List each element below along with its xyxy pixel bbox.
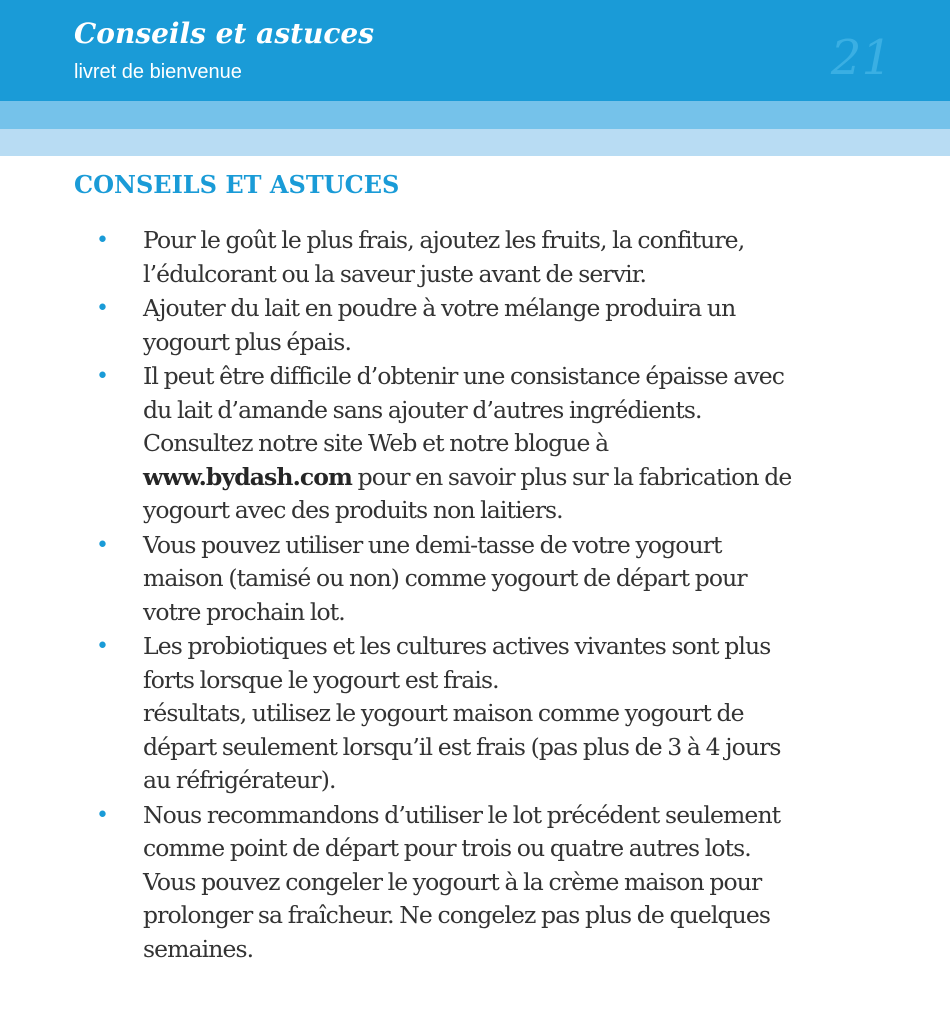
tip-line: yogourt avec des produits non laitiers. [143,496,563,524]
page-number: 21 [830,30,892,86]
tip-line: Nous recommandons d’utiliser le lot précédent seulement [143,800,781,829]
bullet-icon: • [96,634,109,659]
tip-line: forts lorsque le yogourt est frais. [143,665,499,694]
tip-line: prolonger sa fraîcheur. Ne congelez pas plus de quelques [143,901,770,929]
page-header [0,0,950,101]
tip-line: Vous pouvez congeler le yogourt à la crème maison pour [143,867,762,896]
tip-item [0,630,950,798]
tips-list [0,224,950,967]
tip-item [0,799,950,967]
tip-line: comme point de départ pour trois ou quatre autres lots. [143,834,751,862]
tip-line: semaines. [143,934,254,963]
header-band-light [0,129,950,156]
tip-line: au réfrigérateur). [143,766,336,794]
section-heading: CONSEILS ET ASTUCES [74,170,400,199]
tip-line: yogourt plus épais. [143,327,352,356]
tip-item [0,360,950,528]
bullet-icon: • [96,532,109,558]
tip-line: votre prochain lot. [143,597,345,626]
tip-line-with-link [143,461,950,495]
bullet-icon: • [96,802,109,828]
header-band-mid [0,101,950,129]
tip-item [0,224,950,291]
tip-item [0,292,950,359]
tip-line: Il peut être difficile d’obtenir une consistance épaisse avec [143,362,784,390]
bullet-icon: • [96,296,109,321]
link-suffix-text: pour en savoir plus sur la fabrication de [352,462,792,491]
tip-line: Vous pouvez utiliser une demi-tasse de votre yogourt [143,530,722,559]
tip-line: du lait d’amande sans ajouter d’autres ingrédients. [143,395,702,424]
document-title: Conseils et astuces [74,17,375,50]
tip-line: Pour le goût le plus frais, ajoutez les fruits, la confiture, [143,226,745,254]
tip-line: l’édulcorant ou la saveur juste avant de servir. [143,259,647,288]
tip-line: maison (tamisé ou non) comme yogourt de départ pour [143,564,747,592]
bullet-icon: • [96,364,109,389]
tip-line: résultats, utilisez le yogourt maison comme yogourt de [143,699,744,727]
tip-line: Consultez notre site Web et notre blogue à [143,429,609,457]
tip-item [0,529,950,630]
tip-line: départ seulement lorsqu’il est frais (pas plus de 3 à 4 jours [143,732,781,761]
tip-line: Les probiotiques et les cultures actives vivantes sont plus [143,632,771,660]
website-link[interactable]: www.bydash.com [143,462,352,491]
bullet-icon: • [96,228,109,253]
tip-line: Ajouter du lait en poudre à votre mélange produira un [143,294,736,322]
document-subtitle: livret de bienvenue [74,61,242,83]
